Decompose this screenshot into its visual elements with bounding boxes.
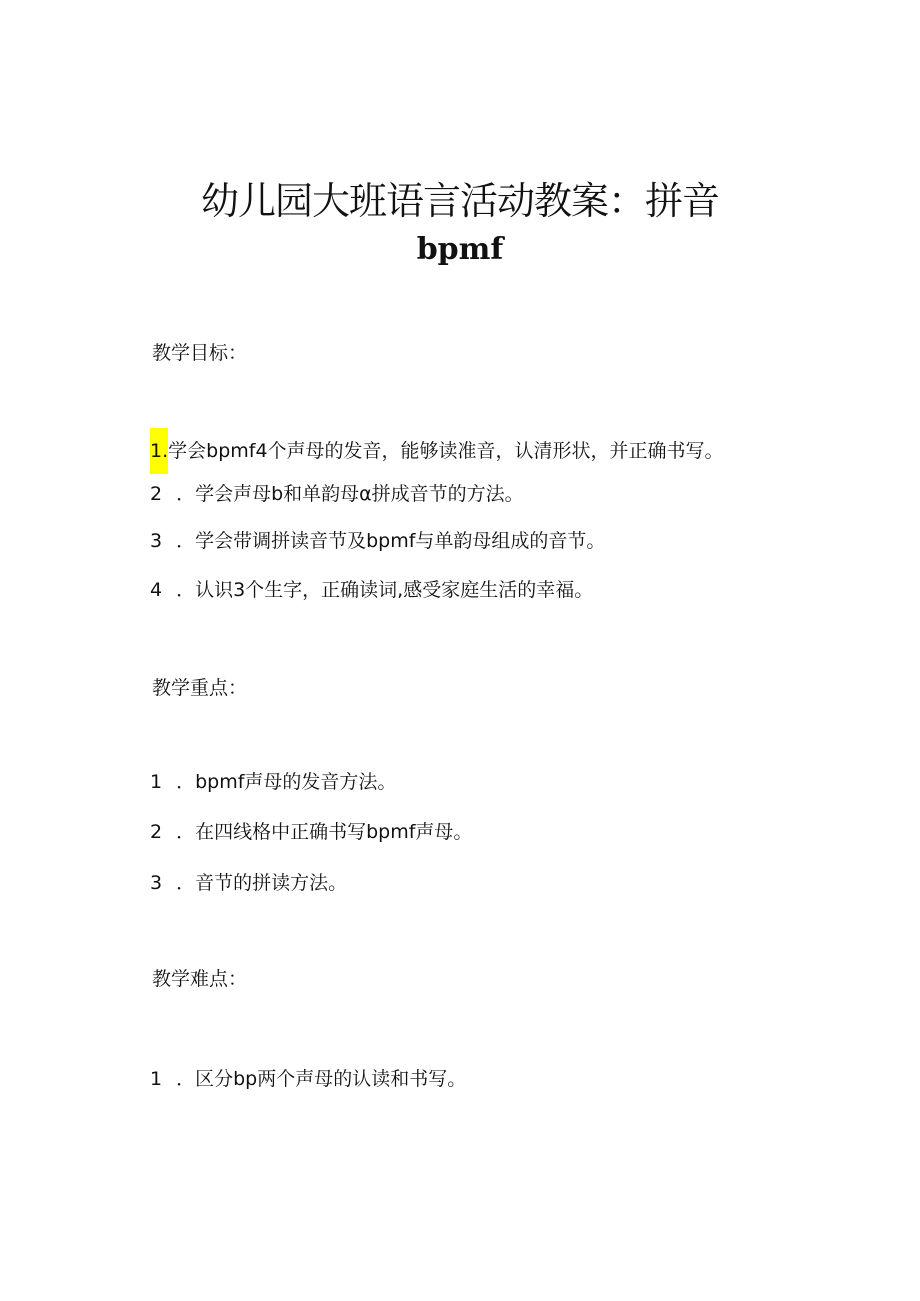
objective-number: 4 — [150, 579, 163, 601]
key-point-number: 1 — [150, 771, 163, 793]
objective-text: ．学会声母b和单韵母α拼成音节的方法。 — [176, 483, 524, 505]
key-point-item-1 — [150, 769, 396, 795]
objective-item-2 — [150, 481, 524, 507]
key-point-number: 2 — [150, 821, 163, 843]
difficulties-heading: 教学难点： — [152, 968, 248, 990]
key-point-item-2 — [150, 819, 472, 845]
objective-number: 3 — [150, 530, 163, 552]
key-point-text: ．音节的拼读方法。 — [176, 872, 348, 894]
objective-text: ．认识3个生字，正确读词,感受家庭生活的幸福。 — [176, 579, 594, 601]
objective-item-4 — [150, 577, 593, 603]
key-point-number: 3 — [150, 872, 163, 894]
key-point-item-3 — [150, 870, 347, 896]
difficulty-number: 1 — [150, 1068, 163, 1090]
objective-text: ．学会带调拼读音节及bpmf与单韵母组成的音节。 — [176, 530, 606, 552]
objective-item-3 — [150, 528, 605, 554]
key-point-text: ．在四线格中正确书写bpmf声母。 — [176, 821, 473, 843]
key-point-text: ．bpmf声母的发音方法。 — [176, 771, 397, 793]
objective-item-1 — [150, 428, 724, 474]
objective-number: 2 — [150, 483, 163, 505]
difficulty-item-1 — [150, 1066, 466, 1092]
document-subtitle: bpmf — [416, 232, 504, 267]
objectives-heading: 教学目标： — [152, 342, 248, 364]
key-points-heading: 教学重点： — [152, 677, 248, 699]
document-title: 幼儿园大班语言活动教案：拼音 — [200, 179, 719, 223]
objective-number-highlighted: 1. — [150, 428, 168, 474]
objective-text: 学会bpmf4个声母的发音，能够读准音，认清形状，并正确书写。 — [168, 440, 724, 462]
difficulty-text: ．区分bp两个声母的认读和书写。 — [176, 1068, 467, 1090]
